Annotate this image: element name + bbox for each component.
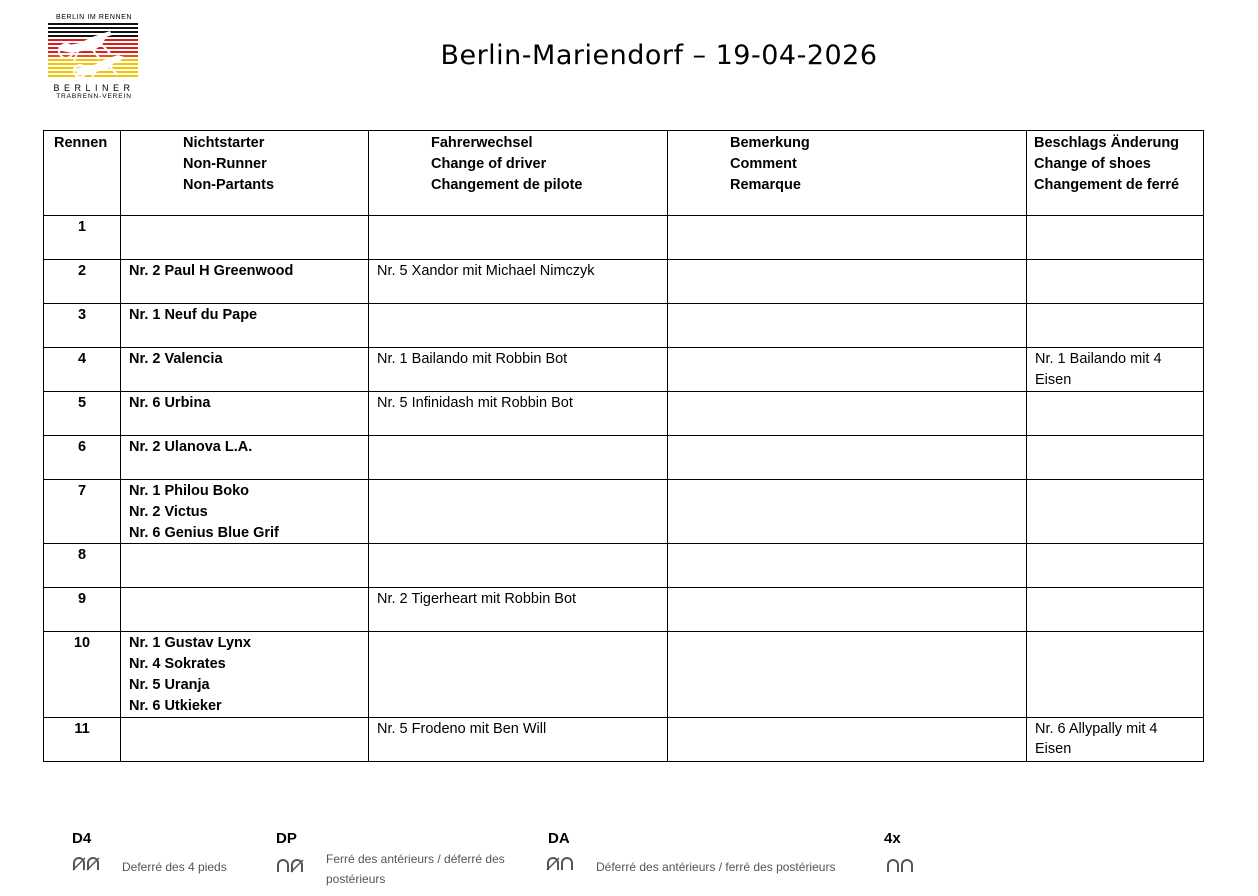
driver-change-cell: Nr. 5 Infinidash mit Robbin Bot — [369, 392, 668, 436]
table-row — [44, 348, 1204, 392]
header-fahrerwechsel: Fahrerwechsel Change of driver Changement de pilote — [369, 131, 668, 216]
legend-text-da: Déferré des antérieurs / ferré des postérieurs — [596, 860, 836, 874]
nonrunner-cell — [121, 717, 369, 761]
race-changes-table — [43, 130, 1204, 762]
shoe-change-cell — [1027, 216, 1204, 260]
table-header-row — [44, 131, 1204, 216]
nonrunner-cell — [121, 216, 369, 260]
header-bemerkung: Bemerkung Comment Remarque — [668, 131, 1027, 216]
driver-change-cell: Nr. 2 Tigerheart mit Robbin Bot — [369, 588, 668, 632]
legend-code-dp: DP — [276, 830, 297, 847]
comment-cell — [668, 717, 1027, 761]
nonrunner-entry: Nr. 2 Ulanova L.A. — [129, 439, 253, 455]
shoe-change-cell — [1027, 544, 1204, 588]
nonrunner-entry: Nr. 6 Urbina — [129, 395, 211, 411]
table-row — [44, 632, 1204, 717]
logo-top-text: BERLIN IM RENNEN — [55, 14, 133, 21]
nonrunner-entry: Nr. 2 Paul H Greenwood — [129, 263, 294, 279]
race-number-cell: 10 — [44, 632, 121, 717]
comment-cell — [668, 436, 1027, 480]
table-row — [44, 304, 1204, 348]
driver-change-cell — [369, 436, 668, 480]
comment-cell — [668, 392, 1027, 436]
nonrunner-entry: Nr. 6 Utkieker — [129, 697, 222, 714]
nonrunner-entry: Nr. 1 Gustav Lynx — [129, 635, 251, 652]
nonrunner-entry: Nr. 2 Victus — [129, 503, 208, 520]
driver-change-cell: Nr. 5 Xandor mit Michael Nimczyk — [369, 260, 668, 304]
table-row — [44, 260, 1204, 304]
nonrunner-cell — [121, 304, 369, 348]
driver-change-cell — [369, 304, 668, 348]
shoe-change-cell: Nr. 6 Allypally mit 4 Eisen — [1027, 717, 1204, 761]
driver-change-cell — [369, 632, 668, 717]
table-row — [44, 392, 1204, 436]
race-number-cell: 3 — [44, 304, 121, 348]
race-number-cell: 5 — [44, 392, 121, 436]
table-row — [44, 216, 1204, 260]
driver-change-cell: Nr. 5 Frodeno mit Ben Will — [369, 717, 668, 761]
shoe-change-cell — [1027, 392, 1204, 436]
nonrunner-cell — [121, 392, 369, 436]
comment-cell — [668, 260, 1027, 304]
table-row — [44, 588, 1204, 632]
nonrunner-entry: Nr. 1 Neuf du Pape — [129, 307, 258, 323]
page-title: Berlin-Mariendorf – 19-04-2026 — [440, 40, 878, 71]
legend-code-d4: D4 — [72, 830, 92, 847]
legend-code-da: DA — [548, 830, 570, 847]
shoe-change-cell — [1027, 480, 1204, 544]
driver-change-cell — [369, 544, 668, 588]
shoe-change-cell — [1027, 436, 1204, 480]
header-beschlag: Beschlags Änderung Change of shoes Changement de ferré — [1027, 131, 1204, 216]
race-number-cell: 7 — [44, 480, 121, 544]
shoe-change-cell: Nr. 1 Bailando mit 4 Eisen — [1027, 348, 1204, 392]
driver-change-cell: Nr. 1 Bailando mit Robbin Bot — [369, 348, 668, 392]
shoe-change-cell — [1027, 260, 1204, 304]
front-shod-hind-crossed-icon — [276, 858, 306, 874]
legend-code-4x: 4x — [884, 830, 901, 847]
nonrunner-entry: Nr. 5 Uranja — [129, 676, 210, 693]
nonrunner-entry: Nr. 2 Valencia — [129, 351, 223, 367]
legend-text-d4: Deferré des 4 pieds — [122, 860, 227, 874]
nonrunner-entry: Nr. 6 Genius Blue Grif — [129, 524, 279, 541]
nonrunner-cell — [121, 544, 369, 588]
race-number-cell: 4 — [44, 348, 121, 392]
race-number-cell: 9 — [44, 588, 121, 632]
race-number-cell: 8 — [44, 544, 121, 588]
comment-cell — [668, 632, 1027, 717]
nonrunner-cell — [121, 588, 369, 632]
legend-text-dp: Ferré des antérieurs / déferré des postérieurs — [326, 852, 505, 886]
shoe-change-cell — [1027, 632, 1204, 717]
nonrunner-entry: Nr. 4 Sokrates — [129, 656, 226, 673]
logo-mid-text: BERLINER — [53, 83, 135, 93]
both-shoes-crossed-icon — [72, 856, 102, 872]
nonrunner-cell — [121, 480, 369, 544]
comment-cell — [668, 544, 1027, 588]
comment-cell — [668, 304, 1027, 348]
table-row — [44, 717, 1204, 761]
comment-cell — [668, 588, 1027, 632]
shoe-change-cell — [1027, 588, 1204, 632]
driver-change-cell — [369, 480, 668, 544]
header-rennen: Rennen — [44, 131, 121, 216]
shoe-change-cell — [1027, 304, 1204, 348]
nonrunner-cell — [121, 436, 369, 480]
comment-cell — [668, 348, 1027, 392]
nonrunner-cell — [121, 348, 369, 392]
race-number-cell: 1 — [44, 216, 121, 260]
table-row — [44, 544, 1204, 588]
logo-bottom-text: TRABRENN-VEREIN — [56, 93, 132, 100]
driver-change-cell — [369, 216, 668, 260]
header-nichtstarter: Nichtstarter Non-Runner Non-Partants — [121, 131, 369, 216]
nonrunner-entry: Nr. 1 Philou Boko — [129, 483, 250, 499]
both-shoes-icon — [886, 858, 916, 874]
nonrunner-cell — [121, 260, 369, 304]
table-row — [44, 436, 1204, 480]
race-number-cell: 11 — [44, 717, 121, 761]
comment-cell — [668, 480, 1027, 544]
race-number-cell: 2 — [44, 260, 121, 304]
nonrunner-cell — [121, 632, 369, 717]
table-row — [44, 480, 1204, 544]
race-number-cell: 6 — [44, 436, 121, 480]
front-crossed-hind-shod-icon — [546, 856, 576, 872]
comment-cell — [668, 216, 1027, 260]
